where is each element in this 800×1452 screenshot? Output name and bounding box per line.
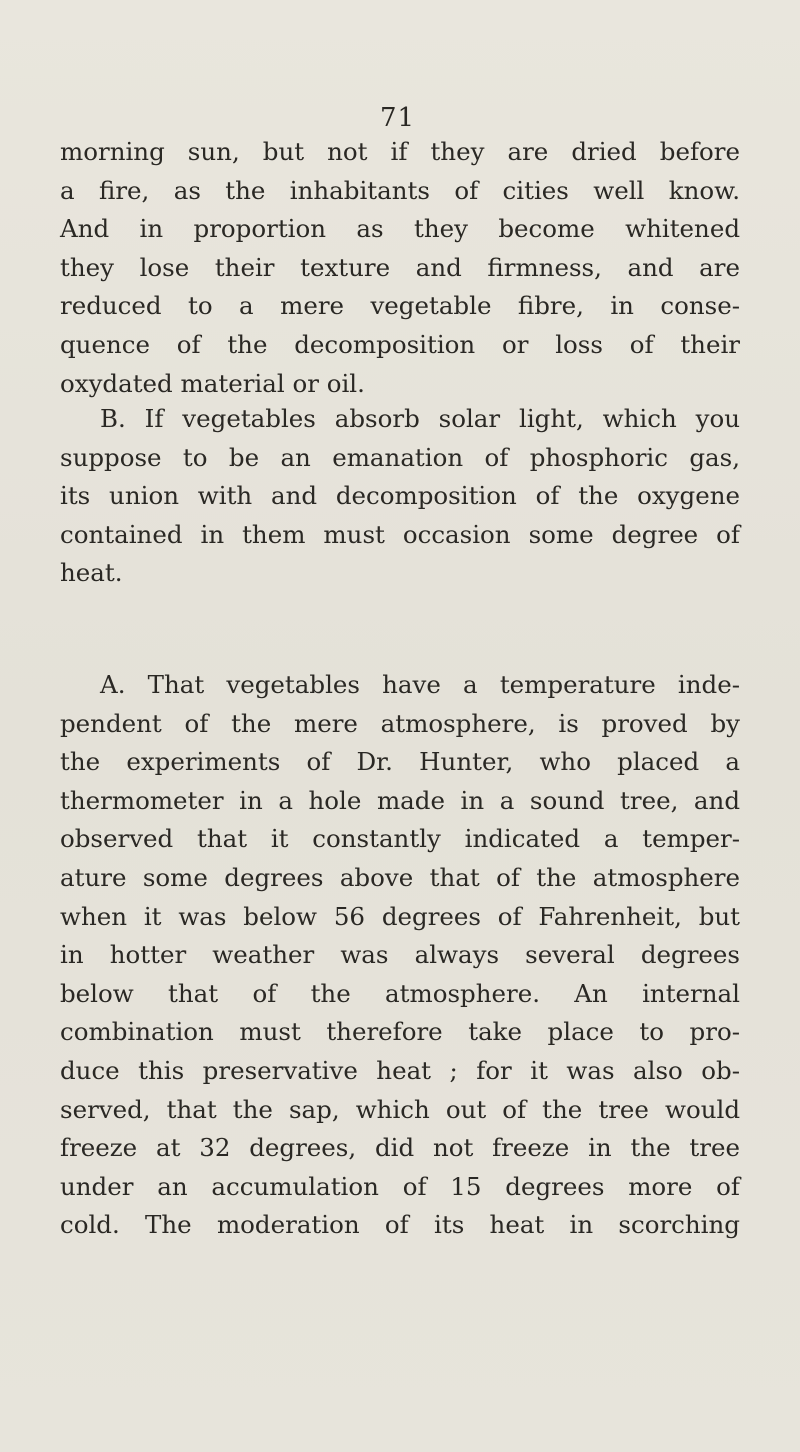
text-line: its union with and decomposition of the oxygene	[60, 481, 740, 511]
text-line: morning sun, but not if they are dried before	[60, 137, 740, 166]
text-line: they lose their texture and firmness, and are	[60, 252, 740, 282]
text-line: a fire, as the inhabitants of cities well know.	[60, 175, 740, 205]
text-line: pendent of the mere atmosphere, is proved by	[60, 708, 740, 738]
text-line: And in proportion as they become whitened	[60, 214, 740, 244]
text-line: A. That vegetables have a temperature inde-	[100, 670, 740, 699]
text-line: under an accumulation of 15 degrees more of	[60, 1171, 740, 1201]
text-line: quence of the decomposition or loss of their	[60, 329, 740, 359]
text-line: freeze at 32 degrees, did not freeze in the tree	[60, 1133, 740, 1163]
text-line: heat.	[60, 558, 123, 588]
text-line: observed that it constantly indicated a temper-	[60, 824, 740, 854]
text-line: cold. The moderation of its heat in scorching	[60, 1210, 740, 1240]
text-line: when it was below 56 degrees of Fahrenheit, but	[60, 901, 740, 931]
text-line: suppose to be an emanation of phosphoric gas,	[60, 442, 740, 472]
text-line: B. If vegetables absorb solar light, which you	[100, 404, 740, 433]
text-line: contained in them must occasion some degree of	[60, 519, 740, 549]
text-line: the experiments of Dr. Hunter, who placed a	[60, 747, 740, 777]
paragraph-1	[60, 133, 740, 403]
page-number: 71	[380, 103, 416, 133]
text-line: below that of the atmosphere. An internal	[60, 978, 740, 1008]
paragraph-2	[60, 400, 740, 593]
text-line: in hotter weather was always several degrees	[60, 940, 740, 970]
text-line: combination must therefore take place to pro-	[60, 1017, 740, 1047]
text-line: reduced to a mere vegetable fibre, in conse-	[60, 291, 740, 321]
text-line: duce this preservative heat ; for it was also ob-	[60, 1055, 740, 1085]
paragraph-3	[60, 666, 740, 1245]
text-line: thermometer in a hole made in a sound tree, and	[60, 785, 740, 815]
text-line: ature some degrees above that of the atmosphere	[60, 862, 740, 892]
text-line: served, that the sap, which out of the tree would	[60, 1094, 740, 1124]
text-line: oxydated material or oil.	[60, 368, 365, 398]
